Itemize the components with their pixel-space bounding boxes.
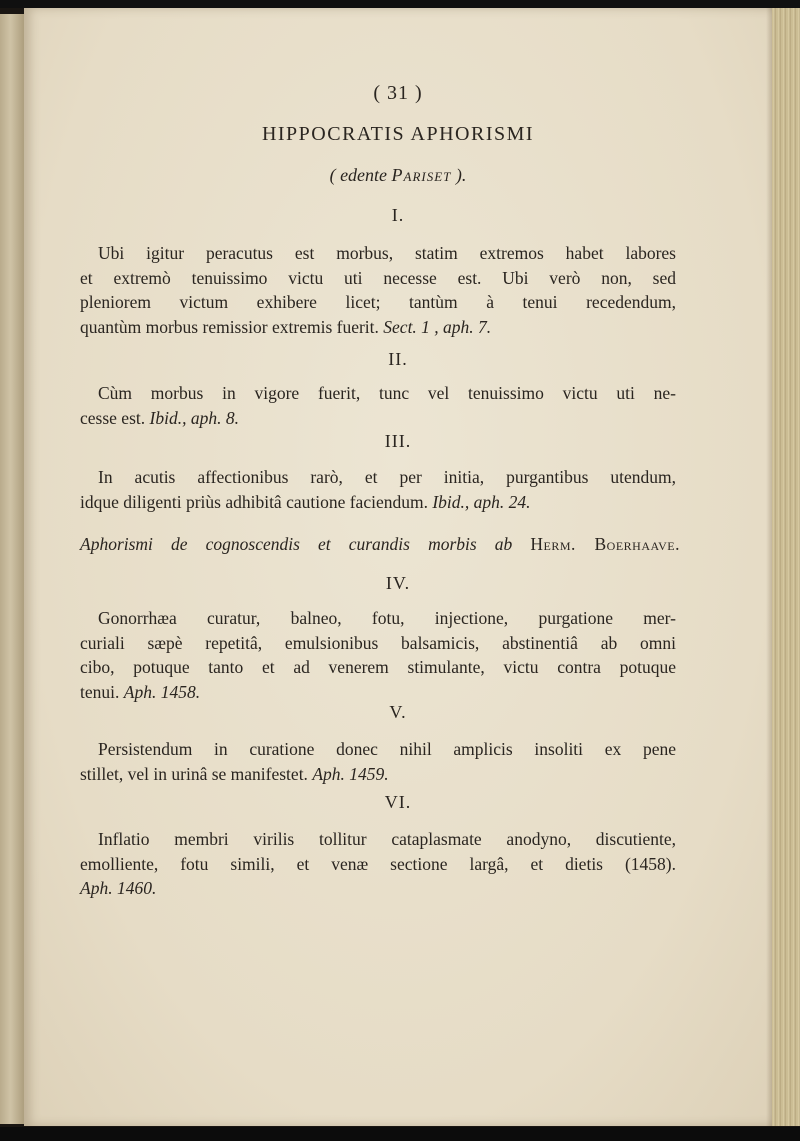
reference: Aph. 1460. [80,878,157,898]
aphorism-1 [80,241,676,339]
text-line-with-ref [80,490,676,515]
editor-line [24,165,772,186]
aphorism-6 [80,827,676,901]
facing-page-edge [0,14,27,1124]
reference: Aph. 1458. [123,681,201,702]
boerhaave-heading-italic: Aphorismi de cognoscendis et curandis morbis ab [80,534,513,554]
text-line-with-ref [80,315,676,340]
reference: Ibid., aph. 24. [432,491,531,512]
top-border [0,0,800,8]
editor-name: Pariset [391,165,452,185]
text-line: Gonorrhæa curatur, balneo, fotu, injectione, purgatione mer- [98,608,676,628]
reference: Sect. 1 , aph. 7. [383,316,492,337]
text-line-with-ref [80,762,676,787]
text-line-with-ref [80,680,676,705]
text-line-with-ref [80,406,676,431]
text-line: cibo, potuque tanto et ad venerem stimulante, victu contra potuque [80,657,676,677]
text-line: idque diligenti priùs adhibitâ cautione faciendum. [80,491,428,512]
section-numeral-3: III. [384,431,412,451]
boerhaave-heading [80,534,680,555]
book-page [24,8,772,1126]
bottom-border [0,1127,800,1141]
text-line: In acutis affectionibus rarò, et per initia, purgantibus utendum, [98,467,676,487]
text-line: tenui. [80,681,120,702]
text-line: emolliente, fotu simili, et venæ sectione largâ, et dietis (1458). [80,853,676,874]
text-line: Ubi igitur peracutus est morbus, statim extremos habet labores [98,243,676,263]
text-line: cesse est. [80,407,146,428]
boerhaave-author: Herm. Boerhaave. [530,534,680,554]
reference: Aph. 1459. [312,763,389,784]
page-number: ( 31 ) [373,82,423,104]
text-line: stillet, vel in urinâ se manifestet. [80,763,308,784]
text-line: Inflatio membri virilis tollitur cataplasmate anodyno, discutiente, [98,829,676,849]
section-numeral-1: I. [391,205,405,225]
page-title: HIPPOCRATIS APHORISMI [261,123,535,145]
section-numeral-5: V. [389,702,407,722]
text-line: pleniorem victum exhibere licet; tantùm à tenui recedendum, [80,292,676,312]
aphorism-3 [80,465,676,514]
text-line: curiali sæpè repetitâ, emulsionibus balsamicis, abstinentiâ ab omni [80,632,676,653]
reference: Ibid., aph. 8. [149,407,239,428]
section-numeral-2: II. [388,349,408,369]
editor-open-paren: ( [329,165,341,185]
book-fore-edge [772,8,800,1126]
aphorism-4 [80,606,676,704]
section-numeral-6: VI. [384,792,412,812]
section-numeral-4: IV. [385,573,411,593]
text-line: Cùm morbus in vigore fuerit, tunc vel tenuissimo victu uti ne- [98,383,676,403]
aphorism-5 [80,737,676,786]
editor-prefix: edente [340,165,388,185]
text-line: Persistendum in curatione donec nihil amplicis insoliti ex pene [98,739,676,759]
text-line: quantùm morbus remissior extremis fuerit. [80,316,379,337]
editor-close-paren: ). [451,165,467,185]
text-line-with-ref [80,876,676,901]
text-line: et extremò tenuissimo victu uti necesse est. Ubi verò non, sed [80,267,676,288]
aphorism-2 [80,381,676,430]
